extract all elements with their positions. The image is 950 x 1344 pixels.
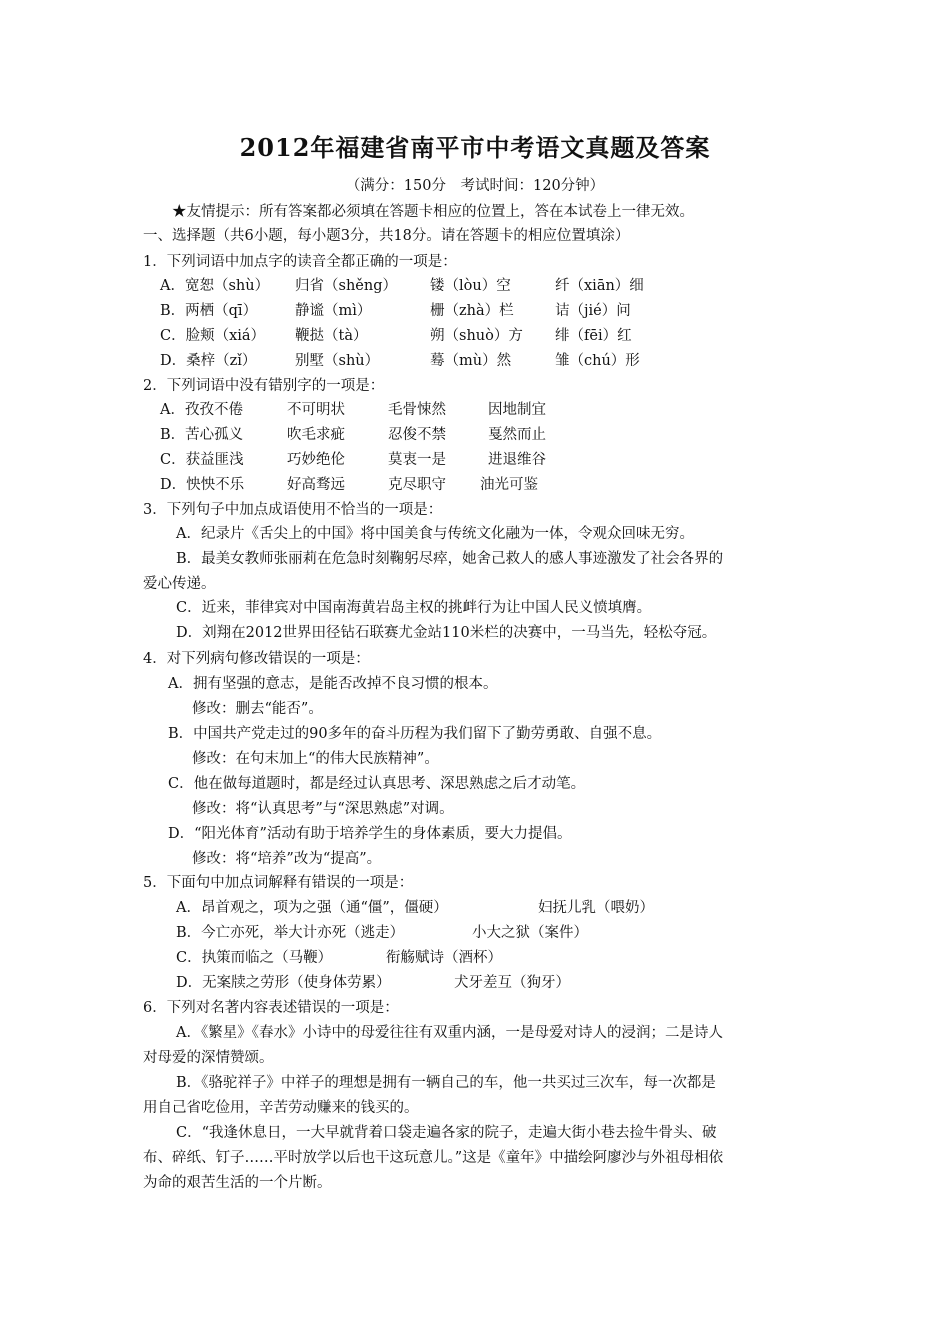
option-word: 戛然而止 — [488, 427, 546, 443]
option-word: 不可明状 — [287, 402, 345, 418]
friendly-tip: ★友情提示：所有答案都必须填在答题卡相应的位置上，答在本试卷上一律无效。 — [172, 204, 694, 220]
question-6-option-c-cont2: 为命的艰苦生活的一个片断。 — [143, 1175, 332, 1191]
option-word: C．获益匪浅 — [160, 452, 244, 468]
option-word: 鞭挞（tà） — [295, 328, 368, 344]
question-6-option-c: C．“我逢休息日，一大早就背着口袋走遍各家的院子，走遍大街小巷去捡牛骨头、破 — [176, 1125, 717, 1141]
question-3-stem: 3．下列句子中加点成语使用不恰当的一项是： — [143, 502, 443, 518]
question-3-option-b-cont: 爱心传递。 — [143, 576, 216, 592]
question-3-option-d: D．刘翔在2012世界田径钻石联赛尤金站110米栏的决赛中，一马当先，轻松夺冠。 — [176, 625, 717, 641]
question-4-option-a-fix: 修改：删去“能否”。 — [192, 701, 323, 717]
option-word: 好高骛远 — [287, 477, 345, 493]
option-word: D．桑梓（zǐ） — [160, 353, 257, 369]
option-definition: A．昂首观之，项为之强（通“僵”，僵硬） — [176, 900, 448, 916]
option-word: 静谧（mì） — [295, 303, 372, 319]
option-word: 栅（zhà）栏 — [430, 303, 514, 319]
question-4-option-d: D．“阳光体育”活动有助于培养学生的身体素质，要大力提倡。 — [168, 826, 572, 842]
option-word: 油光可鉴 — [480, 477, 538, 493]
option-word: 因地制宜 — [488, 402, 546, 418]
exam-info: （满分：150分 考试时间：120分钟） — [345, 178, 605, 194]
option-word: 忍俊不禁 — [388, 427, 446, 443]
option-word: 克尽职守 — [388, 477, 446, 493]
option-definition: 小大之狱（案件） — [472, 925, 588, 941]
question-6-stem: 6．下列对名著内容表述错误的一项是： — [143, 1000, 399, 1016]
question-3-option-a: A．纪录片《舌尖上的中国》将中国美食与传统文化融为一体，令观众回味无穷。 — [176, 526, 694, 542]
option-word: B．两栖（qī） — [160, 303, 258, 319]
option-word: D．怏怏不乐 — [160, 477, 245, 493]
option-definition: 犬牙差互（狗牙） — [454, 975, 570, 991]
question-4-option-a: A．拥有坚强的意志，是能否改掉不良习惯的根本。 — [168, 676, 498, 692]
question-3-option-b: B．最美女教师张丽莉在危急时刻鞠躬尽瘁，她舍己救人的感人事迹激发了社会各界的 — [176, 551, 724, 567]
option-word: 雏（chú）形 — [555, 353, 640, 369]
question-6-option-c-cont: 布、碎纸、钉子……平时放学以后也干这玩意儿。”这是《童年》中描绘阿廖沙与外祖母相依 — [143, 1150, 724, 1166]
option-word: 巧妙绝伦 — [287, 452, 345, 468]
option-word: 别墅（shù） — [295, 353, 380, 369]
option-definition: D．无案牍之劳形（使身体劳累） — [176, 975, 391, 991]
option-word: 绯（fēi）红 — [555, 328, 632, 344]
section-heading: 一、选择题（共6小题，每小题3分，共18分。请在答题卡的相应位置填涂） — [143, 228, 630, 244]
option-definition: 妇抚儿乳（喂奶） — [538, 900, 654, 916]
option-word: 毛骨悚然 — [388, 402, 446, 418]
option-word: 纤（xiān）细 — [555, 278, 644, 294]
question-6-option-a: A．《繁星》《春水》小诗中的母爱往往有双重内涵，一是母爱对诗人的浸润；二是诗人 — [176, 1025, 723, 1041]
option-word: B．苦心孤义 — [160, 427, 244, 443]
option-word: 诘（jié）问 — [555, 303, 631, 319]
question-4-stem: 4．对下列病句修改错误的一项是： — [143, 651, 370, 667]
question-4-option-c: C．他在做每道题时，都是经过认真思考、深思熟虑之后才动笔。 — [168, 776, 586, 792]
question-4-option-b-fix: 修改：在句末加上“的伟大民族精神”。 — [192, 751, 439, 767]
option-word: 朔（shuò）方 — [430, 328, 523, 344]
question-4-option-c-fix: 修改：将“认真思考”与“深思熟虑”对调。 — [192, 801, 454, 817]
page-title: 2012年福建省南平市中考语文真题及答案 — [239, 133, 711, 162]
option-word: 镂（lòu）空 — [430, 278, 511, 294]
option-word: A．孜孜不倦 — [160, 402, 243, 418]
question-6-option-b: B．《骆驼祥子》中祥子的理想是拥有一辆自己的车，他一共买过三次车，每一次都是 — [176, 1075, 716, 1091]
question-1-stem: 1．下列词语中加点字的读音全都正确的一项是： — [143, 254, 457, 270]
option-word: 进退维谷 — [488, 452, 546, 468]
question-2-stem: 2．下列词语中没有错别字的一项是： — [143, 378, 385, 394]
option-definition: B．今亡亦死，举大计亦死（逃走） — [176, 925, 405, 941]
option-word: 莫衷一是 — [388, 452, 446, 468]
option-word: C．脸颊（xiá） — [160, 328, 266, 344]
question-4-option-d-fix: 修改：将“培养”改为“提高”。 — [192, 851, 382, 867]
question-6-option-b-cont: 用自己省吃俭用，辛苦劳动赚来的钱买的。 — [143, 1100, 419, 1116]
option-definition: 衔觞赋诗（酒杯） — [386, 950, 502, 966]
option-word: 蓦（mù）然 — [430, 353, 512, 369]
question-6-option-a-cont: 对母爱的深情赞颂。 — [143, 1050, 274, 1066]
option-word: 归省（shěng） — [295, 278, 397, 294]
question-5-stem: 5．下面句中加点词解释有错误的一项是： — [143, 875, 414, 891]
question-3-option-c: C．近来，菲律宾对中国南海黄岩岛主权的挑衅行为让中国人民义愤填膺。 — [176, 600, 652, 616]
option-word: 吹毛求疵 — [287, 427, 345, 443]
option-word: A．宽恕（shù） — [160, 278, 270, 294]
option-definition: C．执策而临之（马鞭） — [176, 950, 333, 966]
question-4-option-b: B．中国共产党走过的90多年的奋斗历程为我们留下了勤劳勇敢、自强不息。 — [168, 726, 662, 742]
